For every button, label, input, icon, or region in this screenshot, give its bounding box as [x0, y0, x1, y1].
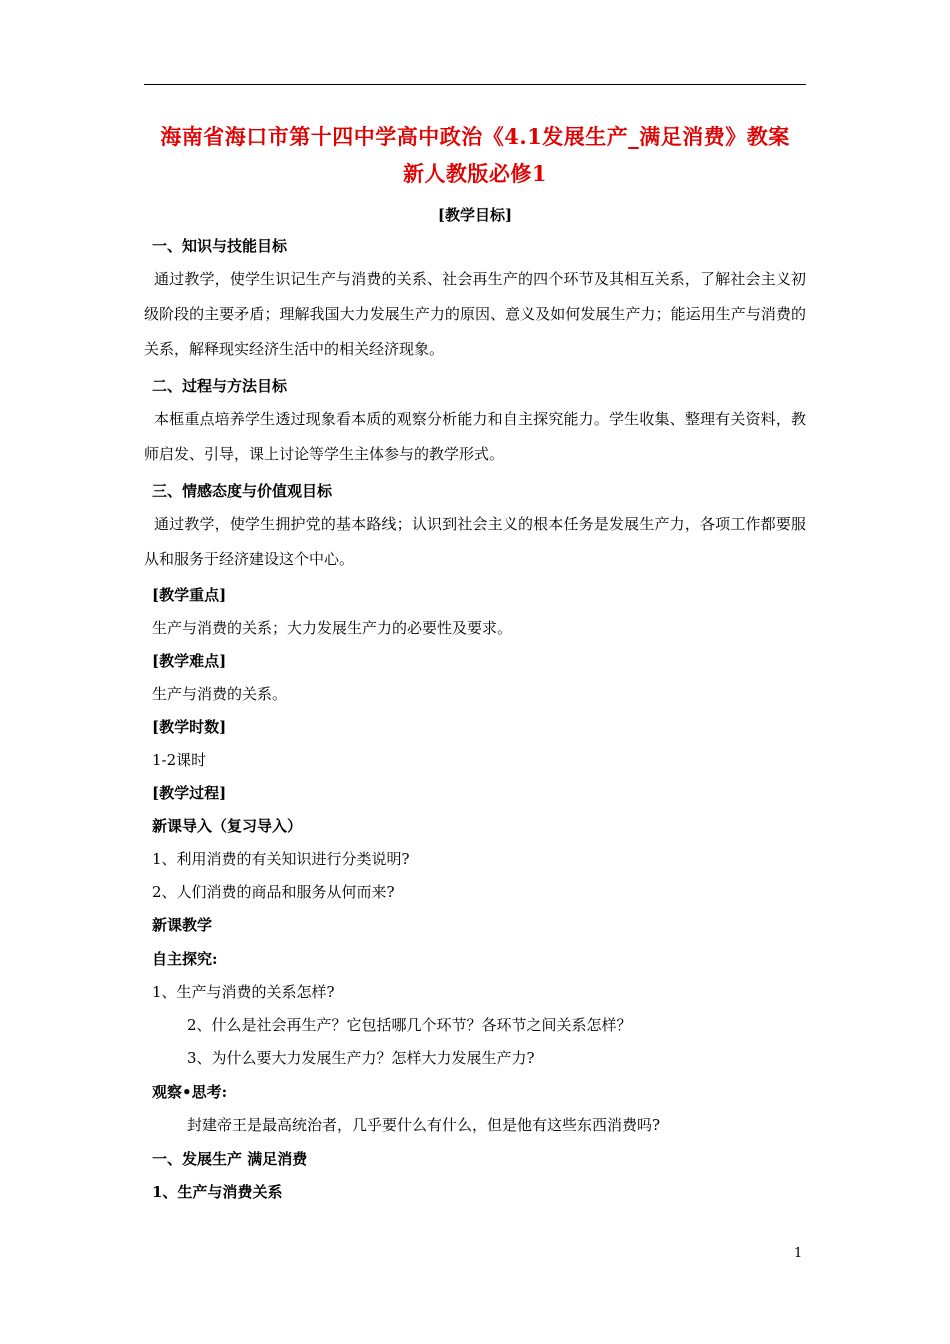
part1-sub-heading: 1、生产与消费关系: [152, 1183, 283, 1201]
document-title-line2: 新人教版必修1: [402, 161, 548, 186]
section2-text: 本框重点培养学生透过现象看本质的观察分析能力和自主探究能力。学生收集、整理有关资料，教师启发、引导，课上讨论等学生主体参与的教学形式。: [144, 410, 806, 463]
observe-text: 封建帝王是最高统治者，几乎要什么有什么，但是他有这些东西消费吗?: [187, 1116, 661, 1134]
intro-heading: 新课导入（复习导入）: [152, 817, 303, 835]
explore-question-2: 2、什么是社会再生产？它包括哪几个环节？各环节之间关系怎样？: [187, 1016, 632, 1034]
observe-heading: 观察•思考:: [152, 1083, 228, 1101]
key-points-label: [教学重点]: [152, 586, 227, 604]
section1-text: 通过教学，使学生识记生产与消费的关系、社会再生产的四个环节及其相互关系，了解社会主义初级阶段的主要矛盾；理解我国大力发展生产力的原因、意义及如何发展生产力；能运用生产与消费的关系，解释现实经济生活中的相关经济现象。: [144, 270, 806, 358]
explore-heading: 自主探究:: [152, 950, 218, 968]
difficulty-text: 生产与消费的关系。: [152, 685, 288, 703]
section1-heading: 一、知识与技能目标: [152, 237, 288, 255]
difficulty-label: [教学难点]: [152, 652, 227, 670]
hours-label: [教学时数]: [152, 718, 227, 736]
key-points-text: 生产与消费的关系；大力发展生产力的必要性及要求。: [152, 619, 513, 637]
page-number: 1: [794, 1246, 803, 1261]
header-rule: [144, 84, 806, 85]
new-lesson-heading: 新课教学: [152, 916, 213, 934]
part1-heading: 一、发展生产 满足消费: [152, 1150, 308, 1168]
section3-heading: 三、情感态度与价值观目标: [152, 482, 333, 500]
section2-heading: 二、过程与方法目标: [152, 377, 288, 395]
hours-text: 1-2课时: [152, 751, 207, 769]
objectives-label: [教学目标]: [437, 206, 513, 224]
process-label: [教学过程]: [152, 784, 227, 802]
section3-text: 通过教学，使学生拥护党的基本路线；认识到社会主义的根本任务是发展生产力，各项工作都要服从和服务于经济建设这个中心。: [144, 515, 806, 568]
explore-question-1: 1、生产与消费的关系怎样?: [152, 983, 335, 1001]
explore-question-3: 3、为什么要大力发展生产力？怎样大力发展生产力?: [187, 1049, 535, 1067]
document-title-line1: 海南省海口市第十四中学高中政治《4.1发展生产_满足消费》教案: [160, 124, 790, 149]
intro-question-1: 1、利用消费的有关知识进行分类说明?: [152, 850, 410, 868]
intro-question-2: 2、人们消费的商品和服务从何而来?: [152, 883, 395, 901]
